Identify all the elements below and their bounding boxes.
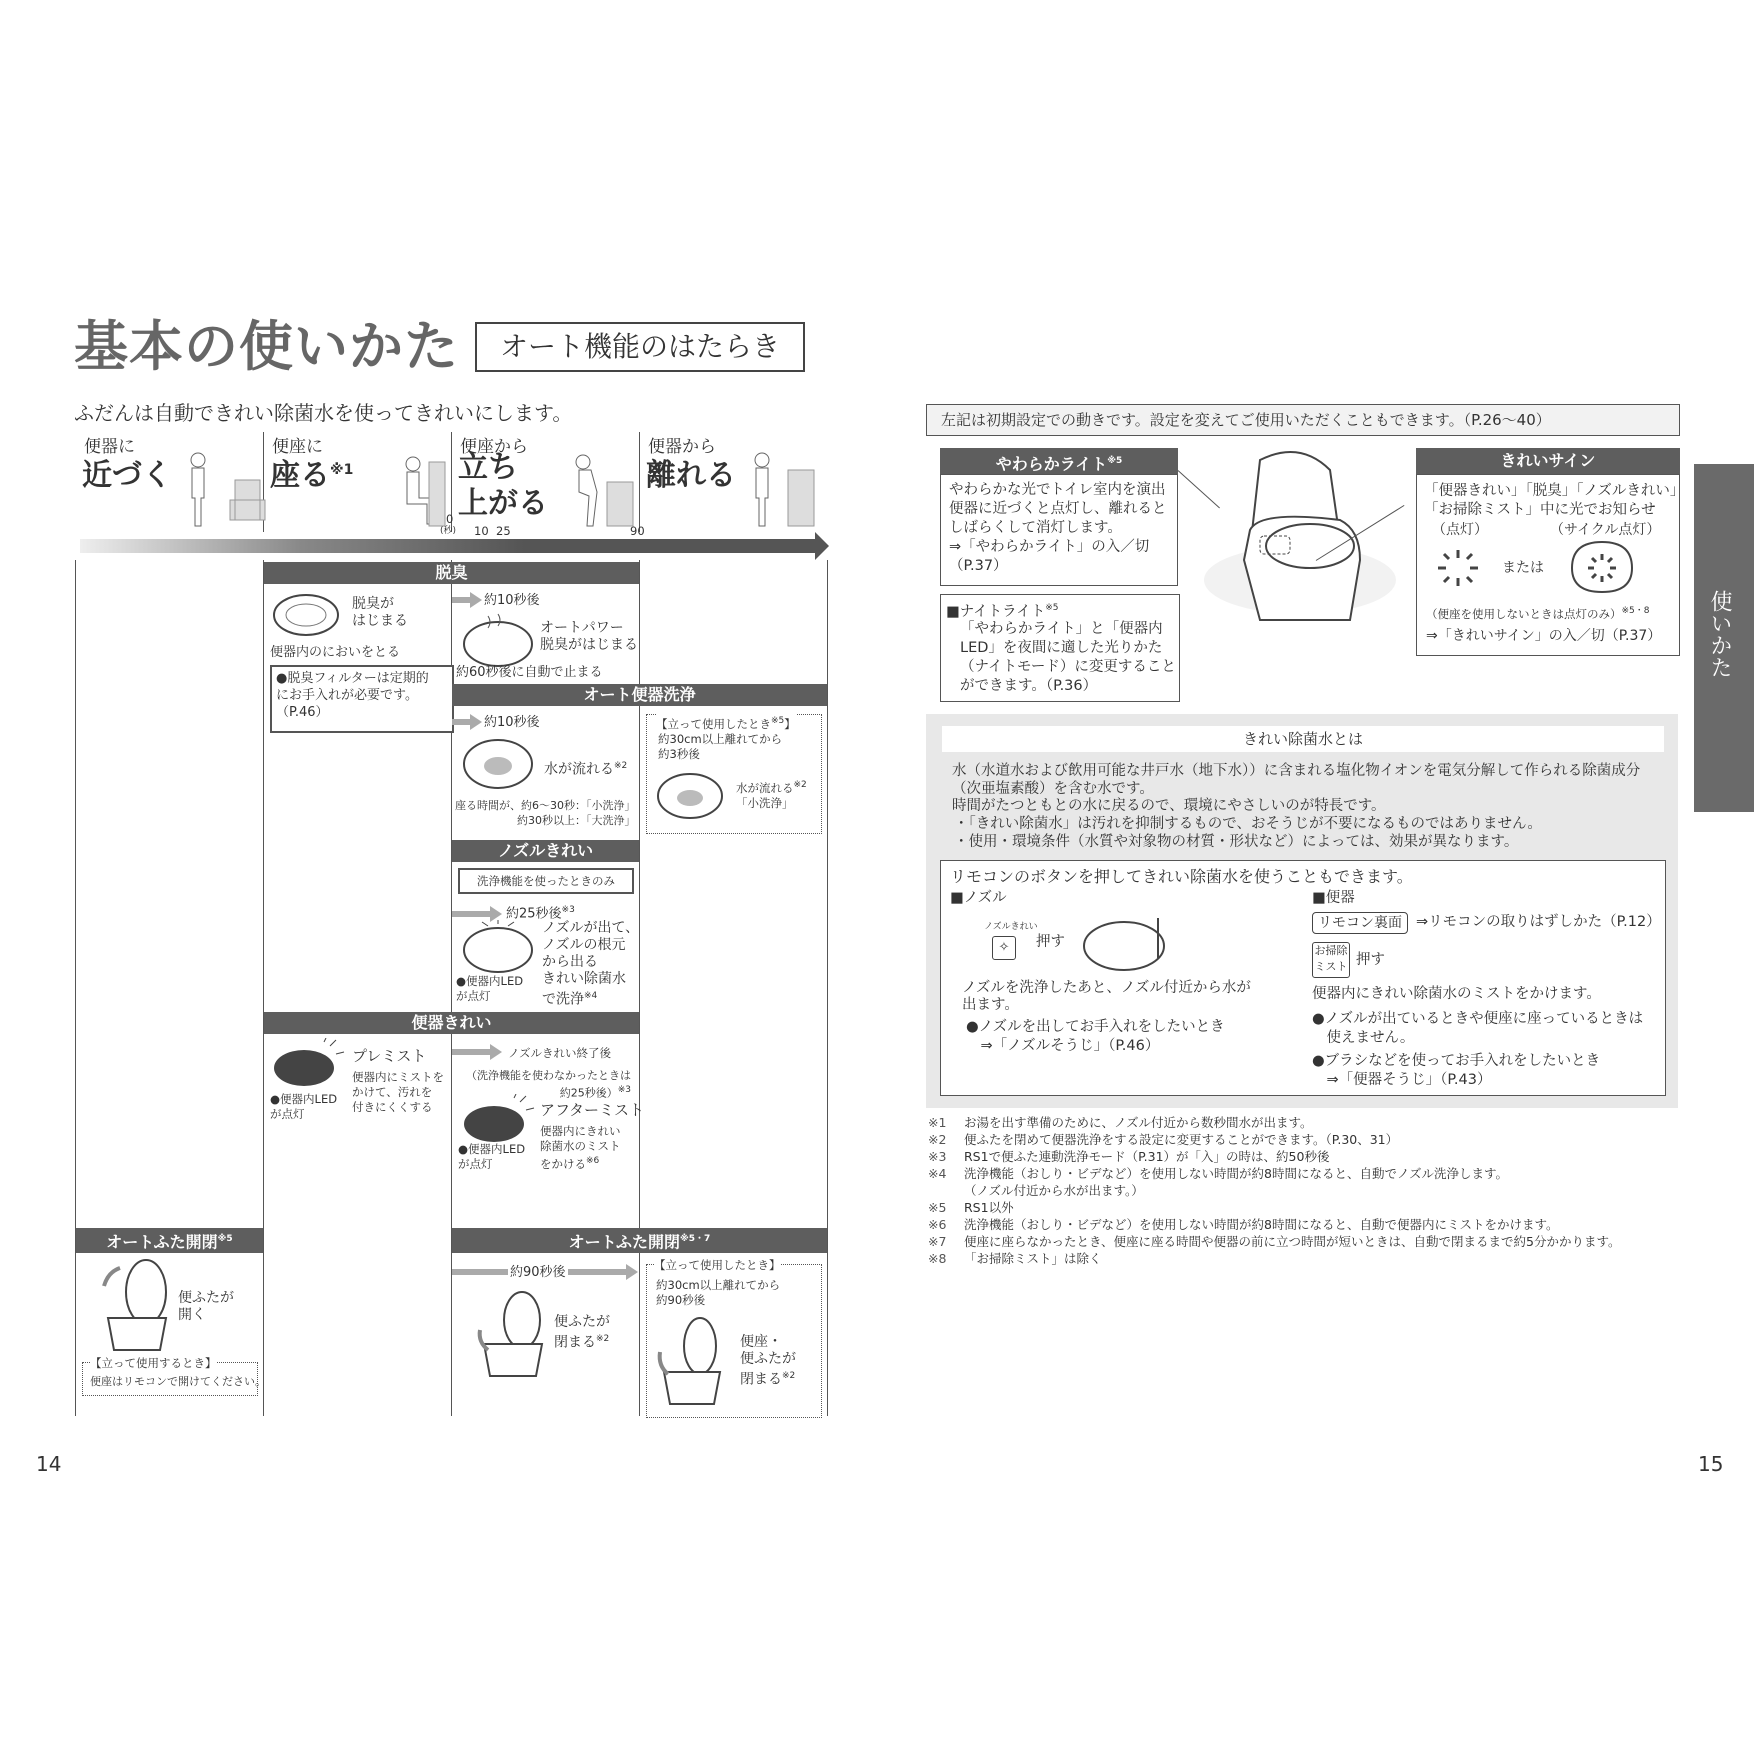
phase-big: 近づく bbox=[82, 458, 172, 493]
footnote-text: 洗浄機能（おしり・ビデなど）を使用しない時間が約8時間になると、自動でノズル洗浄します。 （ノズル付近から水が出ます。） bbox=[964, 1166, 1508, 1198]
footnote-mark: ※3 bbox=[928, 1149, 947, 1164]
aftermist-icon bbox=[460, 1094, 536, 1144]
sparkle-lit-icon bbox=[1430, 546, 1486, 590]
t25-label: 25 bbox=[496, 524, 511, 538]
phase-small: 便器から bbox=[648, 437, 716, 457]
footnote-mark: ※2 bbox=[928, 1132, 947, 1147]
toilet-lid-close-icon bbox=[470, 1286, 550, 1382]
phase-small: 便器に bbox=[84, 437, 135, 457]
page-number-left: 14 bbox=[36, 1452, 62, 1476]
footnote-mark: ※7 bbox=[928, 1234, 947, 1249]
lid-close-after90: 約90秒後 bbox=[510, 1265, 566, 1280]
toilet-deodorize-icon bbox=[458, 612, 538, 672]
deodorize-after10: 約10秒後 bbox=[484, 593, 540, 608]
t90-label: 90 bbox=[630, 524, 645, 538]
nozzle-spray-icon bbox=[458, 920, 538, 978]
lid-open-header: オートふた開閉$^{※5}$ bbox=[76, 1228, 263, 1253]
footnote-text: RS1以外 bbox=[964, 1200, 1014, 1215]
bowl-desc: 便器内にきれい除菌水のミストをかけます。 bbox=[1312, 986, 1601, 1002]
deodorize-header: 脱臭 bbox=[264, 562, 639, 584]
intro-text: ふだんは自動できれい除菌水を使ってきれいにします。 bbox=[74, 401, 573, 425]
aftermist-desc: 便器内にきれい 除菌水のミスト をかける$^{※6}$ bbox=[540, 1124, 621, 1171]
t0-label: 0 bbox=[446, 512, 454, 526]
lid-close-standing-cond: 約30cm以上離れてから 約90秒後 bbox=[656, 1278, 781, 1307]
toilet-lid-close-icon bbox=[652, 1312, 728, 1412]
deodorize-power: オートパワー 脱臭がはじまる bbox=[540, 620, 638, 653]
footnote-item bbox=[928, 1131, 1620, 1148]
person-leave-icon bbox=[750, 450, 820, 534]
mist-button[interactable]: お掃除 ミスト bbox=[1312, 942, 1350, 978]
footnote-mark: ※5 bbox=[928, 1200, 947, 1215]
footnote-item bbox=[928, 1165, 1620, 1199]
seat-time-note: 座る時間が、約6～30秒：「小洗浄」 約30秒以上：「大洗浄」 bbox=[455, 799, 636, 827]
remote-back-link: ⇒リモコンの取りはずしかた（P.12） bbox=[1416, 914, 1661, 930]
clean-sign-lit: （点灯） bbox=[1432, 522, 1488, 538]
soft-light-header: やわらかライト$^{※5}$ bbox=[940, 448, 1178, 474]
footnote-item bbox=[928, 1250, 1620, 1267]
phase-big: 立ち 上がる bbox=[458, 450, 548, 521]
footnote-mark: ※1 bbox=[928, 1115, 947, 1130]
footnote-text: お湯を出す準備のために、ノズル付近から数秒間水が出ます。 bbox=[964, 1115, 1313, 1130]
filter-note: ●脱臭フィルターは定期的 にお手入れが必要です。 （P.46） bbox=[270, 665, 454, 733]
premist-desc: 便器内にミストを かけて、汚れを 付きにくくする bbox=[352, 1070, 444, 1114]
nozzle-clean-cond: 洗浄機能を使ったときのみ bbox=[458, 868, 634, 894]
arrow-right-icon bbox=[452, 592, 482, 608]
remote-back-label: リモコン裏面 bbox=[1312, 912, 1408, 934]
footnote-item bbox=[928, 1216, 1620, 1233]
footnote-item bbox=[928, 1148, 1620, 1165]
night-light-title: ■ナイトライト$^{※5}$ bbox=[946, 603, 1059, 620]
nozzle-head: ■ノズル bbox=[950, 890, 1007, 906]
toilet-bowl-icon bbox=[458, 734, 538, 796]
footnote-item bbox=[928, 1114, 1620, 1131]
nozzle-desc: ノズルが出て、 ノズルの根元 から出る きれい除菌水 で洗浄$^{※4}$ bbox=[542, 920, 640, 1008]
clean-sign-note: （便座を使用しないときは点灯のみ）$^{※5・8}$ bbox=[1426, 606, 1650, 621]
clean-sign-or: または bbox=[1502, 560, 1544, 576]
water-title: きれい除菌水とは bbox=[942, 726, 1664, 752]
water-p1: 水（水道水および飲用可能な井戸水（地下水））に含まれる塩化物イオンを電気分解して作られる除菌成分 （次亜塩素酸）を含む水です。 bbox=[952, 763, 1641, 797]
toilet-bowl-icon bbox=[652, 768, 728, 828]
premist-label: プレミスト bbox=[352, 1047, 427, 1065]
toilet-lid-open-icon bbox=[94, 1256, 174, 1356]
arrow-right-icon bbox=[452, 1044, 502, 1060]
person-sit-icon bbox=[385, 452, 449, 534]
standing-flush-small: 「小洗浄」 bbox=[736, 796, 794, 810]
toilet-seat-icon bbox=[1078, 910, 1174, 976]
page-number-right: 15 bbox=[1698, 1452, 1724, 1476]
page-title: 基本の使いかた bbox=[74, 315, 459, 378]
phase-big: 離れる bbox=[646, 458, 736, 493]
aftermist-label: アフターミスト bbox=[540, 1101, 644, 1119]
aftermist-led: ●便器内LED が点灯 bbox=[458, 1142, 526, 1171]
standing-flush-water: 水が流れる$^{※2}$ bbox=[736, 780, 807, 795]
lid-close-standing: 【立って使用したとき】 bbox=[654, 1258, 781, 1272]
nozzle-led: ●便器内LED が点灯 bbox=[456, 974, 524, 1003]
water-b1: ・「きれい除菌水」は汚れを抑制するもので、おそうじが不要になるものではありません。 bbox=[954, 816, 1542, 832]
nozzle-clean-button[interactable]: ✧ bbox=[992, 936, 1016, 960]
footnote-item bbox=[928, 1233, 1620, 1250]
nozzle-end-label: ノズルきれい終了後 bbox=[508, 1046, 612, 1060]
deodorize-start: 脱臭が はじまる bbox=[352, 596, 408, 629]
footnote-mark: ※6 bbox=[928, 1217, 947, 1232]
footnote-text: 「お掃除ミスト」は除く bbox=[964, 1251, 1102, 1266]
nozzle-btn-label: ノズルきれい bbox=[984, 922, 1038, 932]
footnote-mark: ※8 bbox=[928, 1251, 947, 1266]
lid-close-header: オートふた開閉$^{※5・7}$ bbox=[452, 1228, 827, 1253]
nozzle-bullet: ●ノズルを出してお手入れをしたいとき ⇒「ノズルそうじ」（P.46） bbox=[966, 1019, 1225, 1054]
timeline-bar bbox=[80, 539, 820, 553]
timeline-arrowhead-icon bbox=[815, 532, 829, 560]
clean-sign-cycle: （サイクル点灯） bbox=[1550, 522, 1661, 538]
flush-water: 水が流れる$^{※2}$ bbox=[544, 761, 628, 778]
lid-open-standing: 【立って使用するとき】 bbox=[90, 1356, 217, 1370]
soft-light-body: やわらかな光でトイレ室内を演出 便器に近づくと点灯し、離れると しばらくして消灯します。 ⇒「やわらかライト」の入／切 （P.37） bbox=[940, 474, 1178, 586]
water-b2: ・使用・環境条件（水質や対象物の材質・形状など）によっては、効果が異なります。 bbox=[954, 834, 1519, 850]
toilet-illustration-icon bbox=[1200, 440, 1400, 640]
footnote-text: 便ふたを閉めて便器洗浄をする設定に変更することができます。（P.30、31） bbox=[964, 1132, 1399, 1147]
auto-flush-header: オート便器洗浄 bbox=[452, 684, 827, 706]
flush-after10: 約10秒後 bbox=[484, 715, 540, 730]
bowl-bullet-2: ●ブラシなどを使ってお手入れをしたいとき ⇒「便器そうじ」（P.43） bbox=[1312, 1053, 1601, 1088]
footnote-mark: ※4 bbox=[928, 1166, 947, 1181]
no-wash-note: （洗浄機能を使わなかったときは 約25秒後）$^{※3}$ bbox=[466, 1069, 631, 1100]
footnote-text: RS1で便ふた連動洗浄モード（P.31）が「入」の時は、約50秒後 bbox=[964, 1149, 1330, 1164]
sec-label: (秒) bbox=[440, 526, 457, 536]
nozzle-after25: 約25秒後$^{※3}$ bbox=[506, 905, 575, 922]
t10-label: 10 bbox=[474, 524, 489, 538]
bowl-bullet-1: ●ノズルが出ているときや便座に座っているときは 使えません。 bbox=[1312, 1011, 1644, 1046]
settings-note: 左記は初期設定での動きです。設定を変えてご使用いただくこともできます。（P.26～40） bbox=[926, 404, 1680, 436]
clean-sign-link: ⇒「きれいサイン」の入／切（P.37） bbox=[1426, 628, 1662, 644]
lid-open-label: 便ふたが 開く bbox=[178, 1290, 234, 1323]
phase-small: 便座に bbox=[272, 437, 323, 457]
premist-led: ●便器内LED が点灯 bbox=[270, 1092, 338, 1121]
nozzle-push: 押す bbox=[1036, 934, 1065, 950]
deodorize-stop: 約60秒後に自動で止まる bbox=[456, 665, 603, 680]
arrow-right-icon bbox=[452, 714, 482, 730]
premist-icon bbox=[270, 1038, 346, 1088]
title-badge: オート機能のはたらき bbox=[475, 322, 805, 372]
side-tab-label: 使いかた bbox=[1707, 590, 1732, 678]
nozzle-clean-header: ノズルきれい bbox=[452, 840, 639, 862]
night-light-body: 「やわらかライト」と「便器内 LED」を夜間に適した光りかた （ナイトモード）に変更すること ができます。（P.36） bbox=[960, 621, 1176, 694]
footnote-text: 洗浄機能（おしり・ビデなど）を使用しない時間が約8時間になると、自動で便器内にミストをかけます。 bbox=[964, 1217, 1559, 1232]
footnote-text: 便座に座らなかったとき、便座に座る時間や便器の前に立つ時間が短いときは、自動で閉まるまで約5分かかります。 bbox=[964, 1234, 1621, 1249]
phase-small: 便座から bbox=[460, 437, 528, 457]
mist-push: 押す bbox=[1356, 952, 1385, 968]
standing-flush-cond: 約30cm以上離れてから 約3秒後 bbox=[658, 732, 783, 761]
lid-open-standing-desc: 便座はリモコンで開けてください。 bbox=[90, 1375, 266, 1388]
footnotes bbox=[928, 1114, 1620, 1267]
person-approach-icon bbox=[180, 450, 270, 535]
remote-title: リモコンのボタンを押してきれい除菌水を使うこともできます。 bbox=[950, 867, 1413, 886]
sparkle-cycle-icon bbox=[1564, 538, 1640, 598]
standing-flush-title: 【立って使用したとき$^{※5}$】 bbox=[656, 716, 796, 731]
footnote-item bbox=[928, 1199, 1620, 1216]
person-stand-icon bbox=[565, 452, 637, 534]
toilet-seat-icon bbox=[270, 590, 342, 640]
lid-close-label: 便ふたが 閉まる$^{※2}$ bbox=[554, 1314, 610, 1351]
deodorize-odor: 便器内のにおいをとる bbox=[270, 645, 401, 660]
clean-sign-body: 「便器きれい」「脱臭」「ノズルきれい」 「お掃除ミスト」中に光でお知らせ bbox=[1424, 483, 1685, 518]
nozzle-desc: ノズルを洗浄したあと、ノズル付近から水が 出ます。 bbox=[962, 980, 1251, 1013]
phase-big: 座る$^{※1}$ bbox=[270, 458, 354, 493]
bowl-clean-header: 便器きれい bbox=[264, 1012, 639, 1034]
clean-sign-header: きれいサイン bbox=[1416, 448, 1680, 474]
bowl-head: ■便器 bbox=[1312, 890, 1355, 906]
water-p2: 時間がたつともとの水に戻るので、環境にやさしいのが特長です。 bbox=[952, 798, 1386, 814]
lid-close-standing-close: 便座・ 便ふたが 閉まる$^{※2}$ bbox=[740, 1334, 796, 1388]
